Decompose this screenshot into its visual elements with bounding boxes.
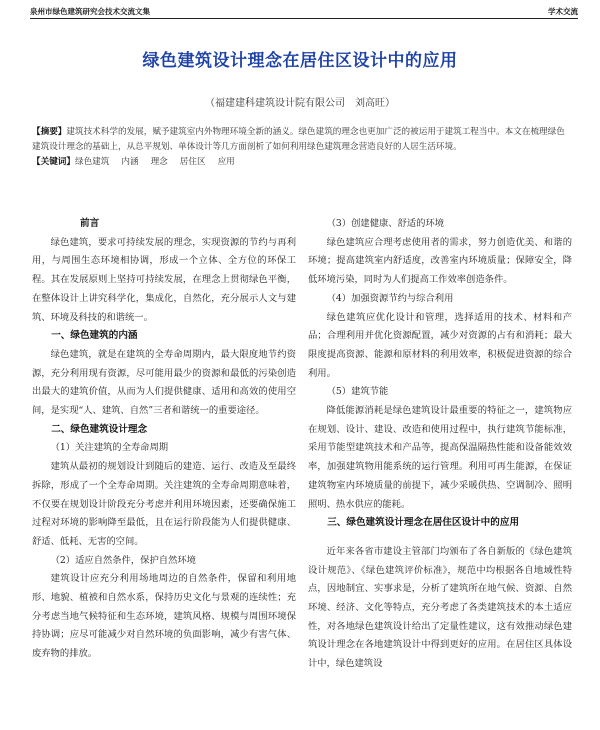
- preface-text: 绿色建筑，要求可持续发展的理念，实现资源的节约与再利用，与周围生态环境相协调，形成一个立体、全方位的环保工程。其在发展原则上坚持可持续发展，在理念上贯彻绿色平衡，在整体设计上讲究科学化，集成化，自然化，充分展示人文与建筑、环境及科技的和谐统一。: [32, 236, 296, 323]
- abstract-text: 建筑技术科学的发展，赋予建筑室内外物理环境全新的涵义。绿色建筑的理念也更加广泛的被运用于建筑工程当中。本文在梳理绿色建筑设计理念的基础上，从总平规划、单体设计等几方面剖析了如何利用绿色建筑理念营造良好的人居生活环境。: [32, 127, 565, 152]
- subsection-text: 建筑从最初的规划设计到随后的建造、运行、改造及至最终拆除，形成了一个全寿命周期。关注建筑的全寿命周期意味着，不仅要在规划设计阶段充分考虑并利用环境因素，还要确保施工过程对环境的影响降至最低，且在运行阶段能为人们提供健康、舒适、低耗、无害的空间。: [32, 461, 296, 547]
- subsection-text: 绿色建筑应合理考虑使用者的需求，努力创造优美、和谐的环境；提高建筑室内舒适度，改善室内环境质量；保障安全，降低环境污染，同时为人们提高工作效率创造条件。: [308, 236, 572, 286]
- section-heading: 三、绿色建筑设计理念在居住区设计中的应用: [327, 517, 520, 529]
- author-line: （福建建科建筑设计院有限公司 刘高旺）: [205, 98, 395, 109]
- subsection-heading: （1）关注建筑的全寿命周期: [50, 442, 169, 454]
- preface-heading: 前言: [80, 218, 100, 229]
- keyword: 居住区: [179, 157, 206, 167]
- section-heading: 二、绿色建筑设计理念: [51, 423, 148, 435]
- journal-name: 泉州市绿色建筑研究会技术交流文集: [30, 7, 150, 16]
- keywords-line: [32, 155, 572, 170]
- abstract-label: 【摘要】: [32, 127, 67, 137]
- keyword: 理念: [150, 157, 168, 167]
- right-column: [308, 215, 572, 674]
- section-text: 绿色建筑，就是在建筑的全寿命周期内，最大限度地节约资源，充分利用现有资源，尽可能用最少的资源和最低的污染创造出最大的建筑价值，从而为人们提供健康、适用和高效的使用空间，是实现“人、建筑、自然”三者和谐统一的重要途径。: [32, 348, 296, 417]
- subsection-heading: （5）建筑节能: [326, 386, 389, 398]
- paper-title: 绿色建筑设计理念在居住区设计中的应用: [142, 51, 458, 71]
- keywords-label: 【关键词】: [32, 157, 75, 167]
- subsection-text: 绿色建筑应优化设计和管理，选择适用的技术、材料和产品；合理利用并优化资源配置，减少对资源的占有和消耗；最大限度提高资源、能源和原材料的利用效率，积极促进资源的综合利用。: [308, 311, 572, 379]
- section-text: 近年来各省市建设主管部门均颁布了各自新版的《绿色建筑设计规范》、《绿色建筑评价标准》，规范中均根据各自地域性特点，因地制宜、实事求是，分析了建筑所在地气候、资源、自然环境、经济、文化等特点，充分考虑了各类建筑技术的本土适应性，对各地绿色建筑设计给出了定量性建议，这有效推动绿色建筑设计理念在各地建筑设计中得到更好的应用。在居住区具体设计中，绿色建筑设: [308, 545, 572, 670]
- abstract-block: [32, 125, 572, 170]
- subsection-heading: （4）加强资源节约与综合利用: [326, 292, 454, 304]
- running-header: [30, 6, 578, 19]
- subsection-heading: （3）创建健康、舒适的环境: [326, 218, 445, 229]
- keyword: 绿色建筑: [74, 157, 110, 167]
- keyword: 应用: [217, 157, 235, 167]
- section-label: 学术交流: [548, 7, 578, 16]
- subsection-text: 建筑设计应充分利用场地周边的自然条件，保留和利用地形、地貌、植被和自然水系，保持历史文化与景观的连续性；充分考虑当地气候特征和生态环境，建筑风格、规模与周围环境保持协调；应尽可能减少对自然环境的负面影响，减少有害气体、废弃物的排放。: [32, 573, 296, 660]
- left-column: [32, 215, 296, 664]
- keyword: 内涵: [121, 157, 139, 167]
- subsection-heading: （2）适应自然条件，保护自然环境: [50, 554, 196, 566]
- abstract-paragraph: [32, 125, 572, 155]
- subsection-text: 降低能源消耗是绿色建筑设计最重要的特征之一，建筑物应在规划、设计、建设、改造和使用过程中，执行建筑节能标准，采用节能型建筑技术和产品等，提高保温隔热性能和设备能效效率，加强建筑物用能系统的运行管理。利用可再生能源，在保证建筑物室内环境质量的前提下，减少采暖供热、空调制冷、照明照明、热水供应的能耗。: [308, 405, 572, 510]
- section-heading: 一、绿色建筑的内涵: [51, 330, 138, 342]
